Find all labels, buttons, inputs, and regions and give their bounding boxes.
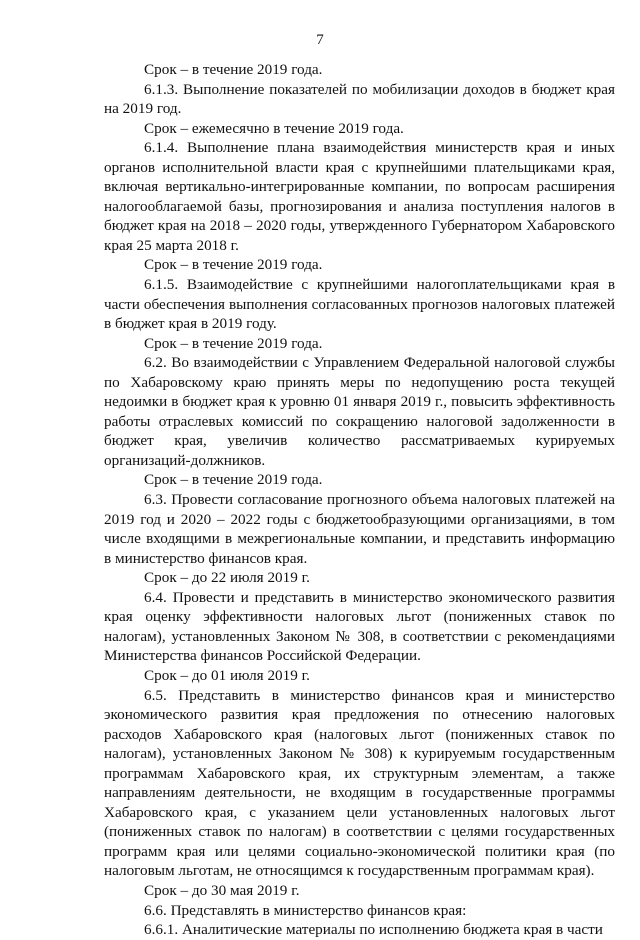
paragraph-deadline-5: Срок – в течение 2019 года. [144, 471, 323, 489]
paragraph-deadline-4: Срок – в течение 2019 года. [144, 334, 323, 352]
paragraph-6-6-1: 6.6.1. Аналитические материалы по исполнению бюджета края в части [144, 921, 603, 939]
paragraph-deadline-6: Срок – до 22 июля 2019 г. [144, 569, 310, 587]
paragraph-deadline-3: Срок – в течение 2019 года. [144, 256, 323, 274]
document-body [104, 60, 615, 940]
paragraph-deadline-2: Срок – ежемесячно в течение 2019 года. [144, 119, 404, 137]
page-number: 7 [316, 32, 324, 48]
paragraph-deadline-8: Срок – до 30 мая 2019 г. [144, 881, 300, 899]
paragraph-6-5: 6.5. Представить в министерство финансов края и министерство экономического развития края предложения по отнесению налоговых расходов Хабаровского края (налоговых льгот (пониженных ставок по налогам), установленных Законом № 308) к курируемым государственным программам Хабаровского края, их структурным элементам, а также направлениям деятельности, не входящим в государственные программы Хабаровского края, с указанием цели установленных налоговых льгот (пониженных ставок по налогам) в соответствии с целями государственных программ края или целями социально-экономической политики края (по налоговым льготам, не относящимся к государственным программам края). [104, 686, 615, 880]
paragraph-6-1-3: 6.1.3. Выполнение показателей по мобилизации доходов в бюджет края на 2019 год. [104, 80, 615, 118]
paragraph-6-3: 6.3. Провести согласование прогнозного объема налоговых платежей на 2019 год и 2020 – 2022 годы с бюджетообразующими организациями, в том числе входящими в межрегиональные компании, и представить информацию в министерство финансов края. [104, 491, 615, 567]
paragraph-6-2: 6.2. Во взаимодействии с Управлением Федеральной налоговой службы по Хабаровскому краю принять меры по недопущению роста текущей недоимки в бюджет края к уровню 01 января 2019 г., повысить эффективность работы отраслевых комиссий по сокращению налоговой задолженности в бюджет края, увеличив количество рассматриваемых курируемых организаций-должников. [104, 354, 615, 469]
paragraph-6-6: 6.6. Представлять в министерство финансов края: [144, 901, 467, 919]
paragraph-deadline-1: Срок – в течение 2019 года. [144, 61, 323, 78]
paragraph-6-1-5: 6.1.5. Взаимодействие с крупнейшими налогоплательщиками края в части обеспечения выполнения согласованных прогнозов налоговых платежей в бюджет края в 2019 году. [104, 276, 615, 333]
paragraph-6-1-4: 6.1.4. Выполнение плана взаимодействия министерств края и иных органов исполнительной власти края с крупнейшими плательщиками края, включая вертикально-интегрированные компании, по вопросам расширения налогооблагаемой базы, прогнозирования и анализа поступления налогов в бюджет края на 2018 – 2020 годы, утвержденного Губернатором Хабаровского края 25 марта 2018 г. [104, 139, 615, 254]
paragraph-deadline-7: Срок – до 01 июля 2019 г. [144, 666, 310, 684]
paragraph-6-4: 6.4. Провести и представить в министерство экономического развития края оценку эффективности налоговых льгот (пониженных ставок по налогам), установленных Законом № 308, в соответствии с рекомендациями Министерства финансов Российской Федерации. [104, 588, 615, 665]
